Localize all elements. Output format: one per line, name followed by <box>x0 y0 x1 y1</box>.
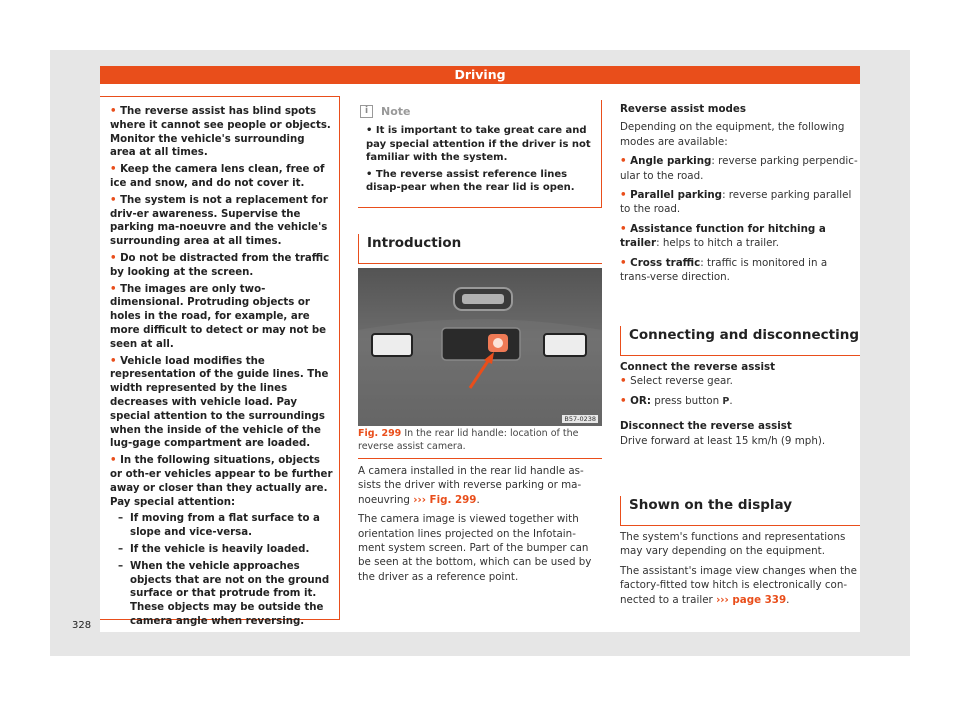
bullet-icon: • <box>620 394 631 407</box>
mode-item <box>620 154 860 183</box>
warning-item <box>110 454 333 509</box>
warning-text: The reverse assist has blind spots where it cannot see people or objects. Monitor the vehicle's surrounding area at all times. <box>110 106 331 159</box>
bullet-icon: • <box>110 164 121 176</box>
note-text: It is important to take great care and pay special attention if the driver is not familiar with the system. <box>366 125 591 163</box>
mode-desc: : reverse parking perpendic-ular to the road. <box>620 155 858 182</box>
figure-rear-lid-camera <box>358 268 602 426</box>
paragraph-text: A camera installed in the rear lid handle as-sists the driver with reverse parking or ma-noeuvring <box>358 465 584 506</box>
mode-item <box>620 256 860 285</box>
bullet-icon: • <box>110 252 121 264</box>
warning-subitem <box>110 512 333 540</box>
mode-desc: : helps to hitch a trailer. <box>656 237 779 250</box>
bullet-icon: • <box>110 106 121 117</box>
rear-lid-handle <box>442 328 520 360</box>
introduction-heading: Introduction <box>358 234 602 264</box>
bullet-icon: • <box>366 125 376 136</box>
dash-icon: – <box>118 543 124 555</box>
connect-item <box>620 394 860 409</box>
warning-text: Do not be distracted from the traffic by looking at the screen. <box>110 252 330 278</box>
introduction-paragraph <box>358 464 602 507</box>
figure-code: B57-0238 <box>564 415 596 423</box>
display-heading: Shown on the display <box>620 496 860 526</box>
mode-desc: : traffic is monitored in a trans-verse direction. <box>620 256 828 284</box>
warning-item <box>110 283 333 352</box>
warning-text: The images are only two-dimensional. Protruding objects or holes in the road, for example, are more difficult to detect or may not be seen at all. <box>110 283 327 350</box>
warning-item <box>110 194 333 249</box>
bullet-icon: • <box>620 375 631 388</box>
dash-icon: – <box>118 560 124 572</box>
connect-item-text: press button <box>654 394 720 407</box>
punctuation: . <box>729 394 733 407</box>
connecting-section <box>620 360 860 453</box>
modes-heading: Reverse assist modes <box>620 103 747 115</box>
bullet-icon: • <box>110 283 121 295</box>
page-number: 328 <box>72 620 92 631</box>
figure-caption <box>358 428 602 459</box>
display-paragraph <box>620 564 860 607</box>
dash-icon: – <box>118 513 124 525</box>
or-label: OR: <box>630 394 651 407</box>
note-box <box>358 100 602 208</box>
warning-subitem-text: When the vehicle approaches objects that are not on the ground surface or that protrude from it. These objects may be outside the camera angle when reversing. <box>130 560 330 627</box>
warning-text: In the following situations, objects or oth-er vehicles appear to be further away or closer than they actually are. Pay special attention: <box>110 455 333 508</box>
display-section <box>620 530 860 612</box>
bullet-icon: • <box>110 194 121 206</box>
mode-item <box>620 188 860 217</box>
bullet-icon: • <box>620 189 631 202</box>
connect-item-text: Select reverse gear. <box>630 375 733 388</box>
mode-name: Cross traffic <box>630 256 701 269</box>
warning-text: The system is not a replacement for driv-er awareness. Supervise the parking ma-noeuvre and the vehicle's surrounding area at all times. <box>110 194 328 248</box>
modes-section <box>620 102 860 289</box>
note-text: The reverse assist reference lines disap-pear when the rear lid is open. <box>366 168 575 193</box>
figure-link[interactable]: ››› Fig. 299 <box>413 493 477 506</box>
bullet-icon: • <box>620 222 631 235</box>
warning-subitem <box>110 560 333 629</box>
mode-item <box>620 222 860 251</box>
note-label: Note <box>381 104 411 118</box>
bullet-icon: • <box>366 168 376 180</box>
warning-subitem-text: If the vehicle is heavily loaded. <box>130 543 310 555</box>
display-paragraph: The system's functions and representations may vary depending on the equipment. <box>620 531 846 558</box>
warning-box <box>100 96 340 627</box>
figure-caption-text: In the rear lid handle: location of the reverse assist camera. <box>358 428 579 452</box>
bullet-icon: • <box>620 155 631 168</box>
introduction-body <box>358 464 602 589</box>
warning-text: Vehicle load modifies the representation of the guide lines. The width represented by the lines decreases with vehicle load. Pay special attention to the surroundings when the inside of the vehicle of the lug-gage compartment are loaded. <box>110 355 329 450</box>
mode-name: Angle parking <box>630 155 712 168</box>
disconnect-heading: Disconnect the reverse assist <box>620 420 792 433</box>
paragraph-text: The assistant's image view changes when the factory-fitted tow hitch is electronically con-nected to a trailer <box>620 564 857 606</box>
disconnect-text: Drive forward at least 15 km/h (9 mph). <box>620 434 826 447</box>
mode-name: Assistance function for hitching a trailer <box>620 222 826 250</box>
bullet-icon: • <box>110 455 121 467</box>
connect-heading: Connect the reverse assist <box>620 361 776 373</box>
punctuation: . <box>476 493 480 506</box>
plate-light-left <box>372 334 412 356</box>
punctuation: . <box>786 593 790 606</box>
parking-button-icon: P <box>722 395 730 407</box>
page-link[interactable]: ››› page 339 <box>716 593 787 606</box>
mode-name: Parallel parking <box>630 189 723 202</box>
figure-number: Fig. 299 <box>358 428 402 439</box>
modes-intro: Depending on the equipment, the following modes are available: <box>620 121 845 148</box>
chapter-header: Driving <box>100 66 860 84</box>
note-header <box>358 100 601 122</box>
note-item <box>366 168 595 195</box>
connecting-heading: Connecting and disconnecting <box>620 326 860 356</box>
warning-item <box>110 163 333 191</box>
bullet-icon: • <box>110 355 121 367</box>
warning-subitem <box>110 543 333 557</box>
warning-item <box>110 105 333 160</box>
rear-lid-illustration <box>358 268 602 426</box>
note-item <box>366 124 595 165</box>
info-icon: i <box>360 105 373 118</box>
warning-text: Keep the camera lens clean, free of ice and snow, and do not cover it. <box>110 164 325 189</box>
warning-subitem-text: If moving from a flat surface to a slope and vice-versa. <box>130 513 320 539</box>
plate-light-right <box>544 334 586 356</box>
warning-item <box>110 252 333 280</box>
warning-item <box>110 355 333 452</box>
connect-item <box>620 374 860 388</box>
mode-desc: : reverse parking parallel to the road. <box>620 189 852 216</box>
introduction-paragraph: The camera image is viewed together with orientation lines projected on the Infotain-ment system screen. Part of the bumper can be seen at the bottom, which can be used by the driver as a reference point. <box>358 513 592 583</box>
bullet-icon: • <box>620 256 631 269</box>
